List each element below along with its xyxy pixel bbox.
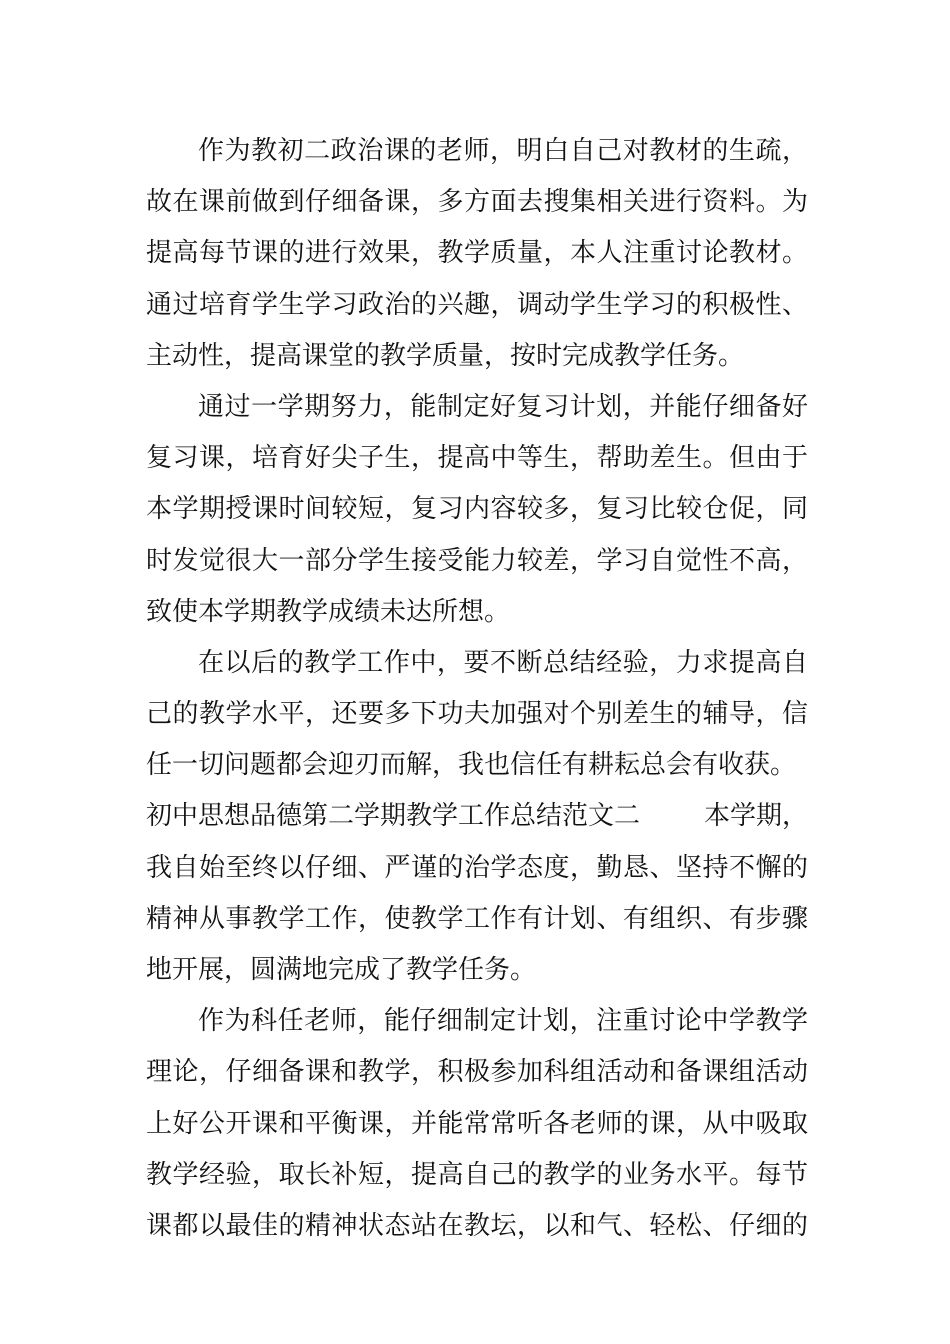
paragraph-3 (146, 638, 808, 792)
text-line: 我自始至终以仔细、严谨的治学态度，勤恳、坚持不懈的 (146, 852, 808, 883)
paragraph-2 (146, 382, 808, 638)
section-heading: 初中思想品德第二学期教学工作总结范文二 (146, 801, 641, 832)
text-line: 课都以最佳的精神状态站在教坛，以和气、轻松、仔细的 (146, 1210, 808, 1241)
text-line: 任一切问题都会迎刃而解，我也信任有耕耘总会有收获。 (146, 750, 797, 781)
document-body (146, 126, 808, 1252)
text-line: 时发觉很大一部分学生接受能力较差，学习自觉性不高， (146, 545, 808, 576)
text-line: 精神从事教学工作，使教学工作有计划、有组织、有步骤 (146, 903, 808, 934)
text-line: 主动性，提高课堂的教学质量，按时完成教学任务。 (146, 340, 745, 371)
paragraph-5 (146, 996, 808, 1252)
text-line: 理论，仔细备课和教学，积极参加科组活动和备课组活动 (146, 1057, 808, 1088)
text-line: 本学期授课时间较短，复习内容较多，复习比较仓促，同 (146, 494, 808, 525)
section-heading-line (146, 791, 808, 842)
text-line: 教学经验，取长补短，提高自己的教学的业务水平。每节 (146, 1159, 808, 1190)
heading-continuation: 本学期， (703, 801, 808, 832)
text-line: 通过一学期努力，能制定好复习计划，并能仔细备好 (198, 391, 808, 422)
text-line: 作为科任老师，能仔细制定计划，注重讨论中学教学 (198, 1006, 808, 1037)
text-line: 提高每节课的进行效果，教学质量，本人注重讨论教材。 (146, 238, 808, 269)
text-line: 地开展，圆满地完成了教学任务。 (146, 955, 537, 985)
text-line: 己的教学水平，还要多下功夫加强对个别差生的辅导，信 (146, 699, 808, 730)
text-line: 故在课前做到仔细备课，多方面去搜集相关进行资料。为 (146, 187, 808, 218)
paragraph-4 (146, 791, 808, 996)
text-line: 通过培育学生学习政治的兴趣，调动学生学习的积极性、 (146, 289, 808, 320)
text-line: 在以后的教学工作中，要不断总结经验，力求提高自 (198, 647, 808, 678)
text-line: 作为教初二政治课的老师，明白自己对教材的生疏， (198, 136, 808, 166)
paragraph-1 (146, 126, 808, 382)
text-line: 复习课，培育好尖子生，提高中等生，帮助差生。但由于 (146, 443, 808, 474)
text-line: 上好公开课和平衡课，并能常常听各老师的课，从中吸取 (146, 1108, 808, 1139)
text-line: 致使本学期教学成绩未达所想。 (146, 596, 511, 627)
